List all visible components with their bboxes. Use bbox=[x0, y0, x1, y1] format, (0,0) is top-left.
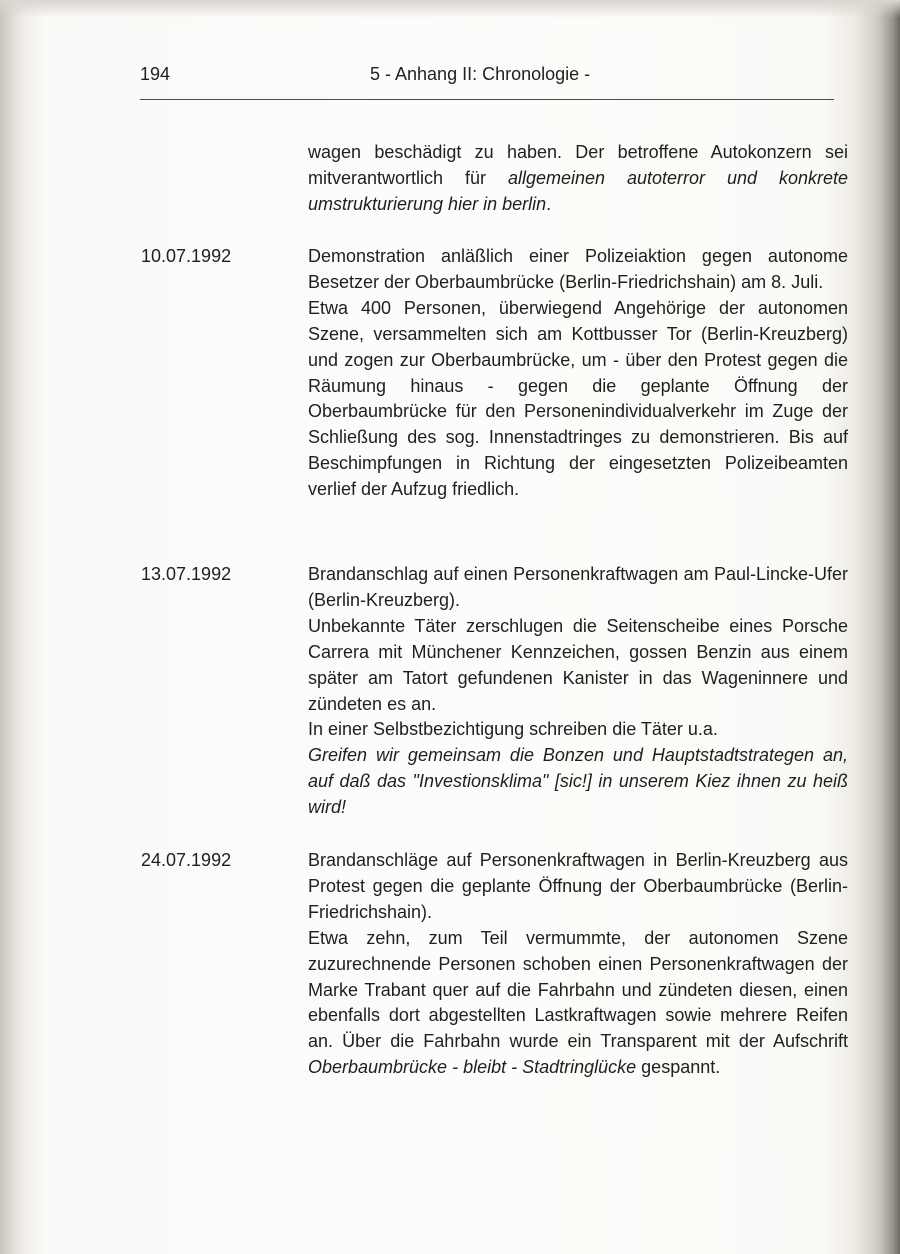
entry-headline: Brandanschlag auf einen Personenkraftwagen am Paul-Lincke-Ufer (Berlin-Kreuzberg). bbox=[308, 564, 848, 610]
entry-body bbox=[308, 848, 848, 1081]
entry-quote: Greifen wir gemeinsam die Bonzen und Hauptstadtstrategen an, auf daß das "Investionsklima" [sic!] in unserem Kiez ihnen zu heiß wird! bbox=[308, 745, 848, 818]
entry-headline: Brandanschläge auf Personenkraftwagen in Berlin-Kreuzberg aus Protest gegen die geplante Öffnung der Oberbaumbrücke (Berlin-Friedrichshain). bbox=[308, 850, 848, 922]
entry-description bbox=[308, 926, 848, 1081]
continuation-text-end: . bbox=[546, 193, 552, 214]
entry-date: 24.07.1992 bbox=[141, 850, 232, 870]
entry-body bbox=[308, 244, 848, 503]
continuation-text-start: wagen beschädigt zu haben. Der betroffene Autokonzern sei mitverantwortlich für bbox=[308, 142, 848, 188]
entry-description: Unbekannte Täter zerschlugen die Seitenscheibe eines Porsche Carrera mit Münchener Kennzeichen, gossen Benzin aus einem später am Tatort gefundenen Kanister in das Wageninnere und zündeten es an. bbox=[308, 615, 848, 714]
entry-claim-intro: In einer Selbstbezichtigung schreiben die Täter u.a. bbox=[308, 719, 718, 740]
entry-date: 10.07.1992 bbox=[141, 246, 232, 266]
entry-body bbox=[308, 562, 848, 821]
continuation-text bbox=[308, 140, 848, 218]
entry-description: Etwa 400 Personen, überwiegend Angehörige der autonomen Szene, versammelten sich am Kottbusser Tor (Berlin-Kreuzberg) und zogen zur Oberbaumbrücke, um - über den Protest gegen die Räumung hinaus - gegen die geplante Öffnung der Oberbaumbrücke für den Personenindividualverkehr im Zuge der Schließung des sog. Innenstadtringes zu demonstrieren. Bis auf Beschimpfungen in Richtung der eingesetzten Polizeibeamten verlief der Aufzug friedlich. bbox=[308, 297, 848, 500]
entry-headline: Demonstration anläßlich einer Polizeiaktion gegen autonome Besetzer der Oberbaumbrücke (Berlin-Friedrichshain) am 8. Juli. bbox=[308, 246, 848, 292]
entry-banner-text: Oberbaumbrücke - bleibt - Stadtringlücke bbox=[308, 1057, 637, 1078]
entry-claim-quote bbox=[308, 743, 848, 821]
continuation-quote: allgemeinen autoterror und konkrete umstrukturierung hier in berlin bbox=[308, 167, 848, 214]
entry-description-end: gespannt. bbox=[636, 1057, 721, 1078]
continuation-paragraph bbox=[308, 140, 848, 218]
page-number: 194 bbox=[140, 64, 171, 84]
page-top-shadow bbox=[0, 0, 900, 18]
running-title: 5 - Anhang II: Chronologie - bbox=[370, 64, 591, 84]
header-rule bbox=[140, 99, 834, 100]
entry-description-text: Etwa zehn, zum Teil vermummte, der autonomen Szene zuzurechnende Personen schoben einen Personenkraftwagen der Marke Trabant quer auf die Fahrbahn und zündeten diesen, einen ebenfalls dort abgestellten Lastkraftwagen sowie mehrere Reifen an. Über die Fahrbahn wurde ein Transparent mit der Aufschrift bbox=[308, 927, 848, 1052]
entry-date: 13.07.1992 bbox=[141, 564, 232, 584]
page-header bbox=[140, 64, 830, 104]
